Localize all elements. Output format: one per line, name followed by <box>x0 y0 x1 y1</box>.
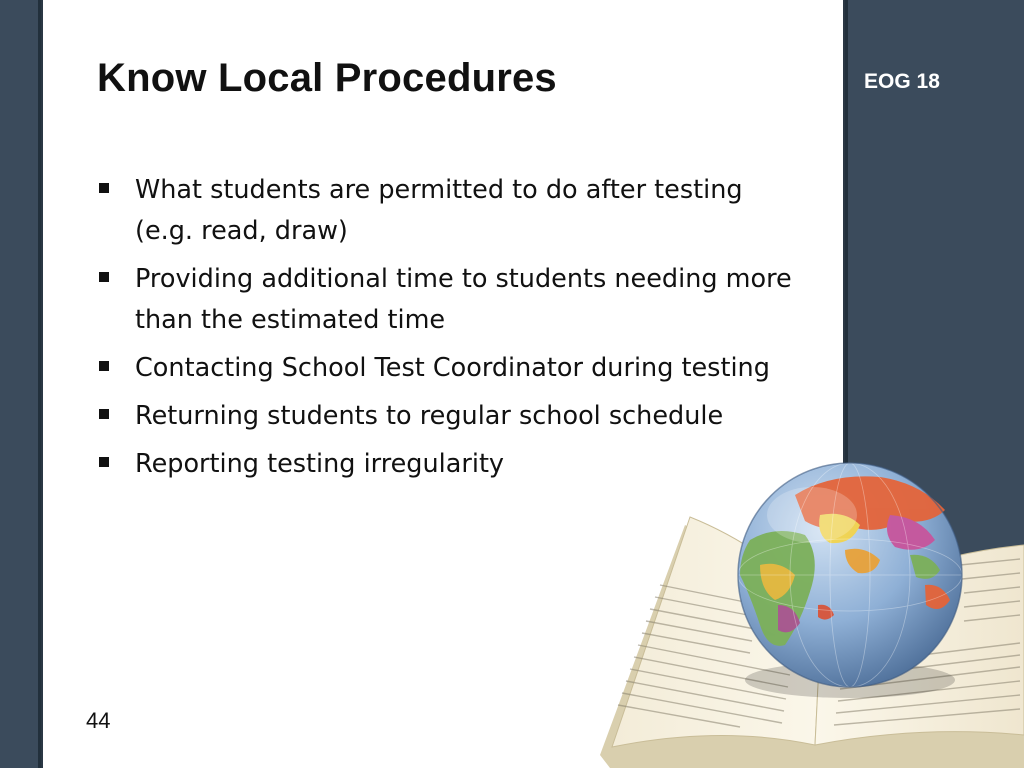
bullet-text: Reporting testing irregularity <box>135 449 505 479</box>
bullet-text: Returning students to regular school schedule <box>135 401 724 431</box>
bullet-text: Providing additional time to students needing more than the estimated time <box>135 264 792 335</box>
globe-on-open-book-image <box>590 455 1024 768</box>
bullet-text: What students are permitted to do after testing (e.g. read, draw) <box>135 175 743 246</box>
page-number: 44 <box>86 708 111 733</box>
bullet-item <box>97 259 807 341</box>
bullet-square-icon <box>99 361 109 371</box>
slide-title: Know Local Procedures <box>97 56 557 100</box>
bullet-item <box>97 396 807 437</box>
bullet-square-icon <box>99 183 109 193</box>
bullet-item <box>97 170 807 252</box>
section-tag: EOG 18 <box>864 70 940 93</box>
bullet-square-icon <box>99 457 109 467</box>
bullet-square-icon <box>99 409 109 419</box>
bullet-item <box>97 348 807 389</box>
bullet-list <box>97 170 807 492</box>
bullet-text: Contacting School Test Coordinator during testing <box>135 353 770 383</box>
bullet-square-icon <box>99 272 109 282</box>
